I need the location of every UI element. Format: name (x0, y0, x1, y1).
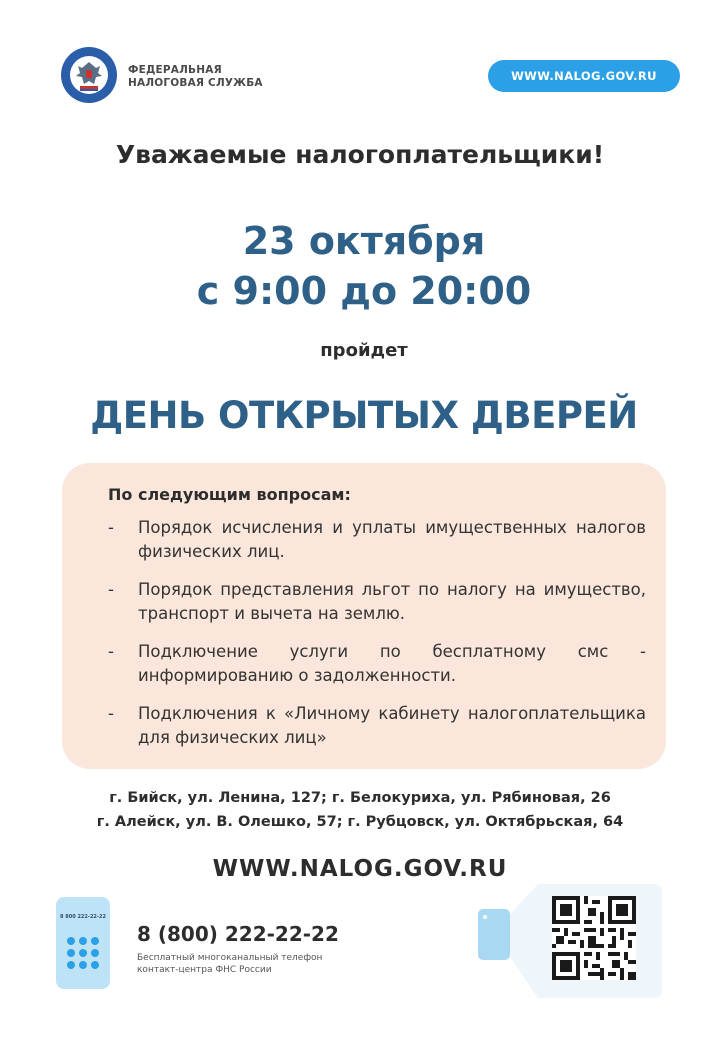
site-link-button[interactable]: WWW.NALOG.GOV.RU (488, 60, 680, 92)
list-dash: - (108, 704, 114, 723)
event-date (0, 216, 720, 316)
fns-emblem-icon (60, 46, 118, 104)
passes-text: пройдет (320, 340, 408, 361)
phone-icon (56, 897, 110, 989)
header (60, 46, 680, 106)
event-date-day: 23 октября (242, 219, 486, 263)
org-name-line1: ФЕДЕРАЛЬНАЯ (128, 64, 222, 76)
phone-keypad (67, 937, 99, 969)
topic-text: Подключение услуги по бесплатному смс - информированию о задолженности. (138, 642, 646, 685)
list-dash: - (108, 518, 114, 537)
topics-panel (62, 463, 666, 769)
topic-item (108, 516, 646, 564)
qr-code-icon[interactable] (552, 896, 636, 980)
greeting: Уважаемые налогоплательщики! (115, 140, 605, 169)
topic-item (108, 578, 646, 626)
website-link[interactable]: WWW.NALOG.GOV.RU (212, 856, 508, 882)
hotline-note-line1: Бесплатный многоканальный телефон (137, 953, 323, 963)
hotline-number[interactable]: 8 (800) 222-22-22 (137, 922, 339, 946)
topic-text: Порядок представления льгот по налогу на имущество, транспорт и вычета на землю. (138, 580, 646, 623)
event-date-time: с 9:00 до 20:00 (196, 269, 532, 313)
event-title: ДЕНЬ ОТКРЫТЫХ ДВЕРЕЙ (90, 394, 638, 437)
topic-text: Подключения к «Личному кабинету налогоплательщика для физических лиц» (138, 704, 646, 747)
topic-text: Порядок исчисления и уплаты имущественных налогов физических лиц. (138, 518, 646, 561)
address-line-1: г. Бийск, ул. Ленина, 127; г. Белокуриха, ул. Рябиновая, 26 (109, 790, 611, 806)
address-line-2: г. Алейск, ул. В. Олешко, 57; г. Рубцовск, ул. Октябрьская, 64 (96, 814, 624, 830)
hotline-note (137, 952, 322, 976)
topic-item (108, 640, 646, 688)
topics-title: По следующим вопросам: (108, 485, 351, 504)
smartphone-icon (478, 909, 510, 960)
list-dash: - (108, 642, 114, 661)
org-name (128, 64, 263, 90)
qr-block (478, 880, 662, 998)
hotline-note-line2: контакт-центра ФНС России (137, 965, 272, 975)
phone-icon-number: 8 800 222-22-22 (60, 914, 106, 920)
org-name-line2: НАЛОГОВАЯ СЛУЖБА (128, 77, 263, 89)
list-dash: - (108, 580, 114, 599)
topic-item (108, 702, 646, 750)
